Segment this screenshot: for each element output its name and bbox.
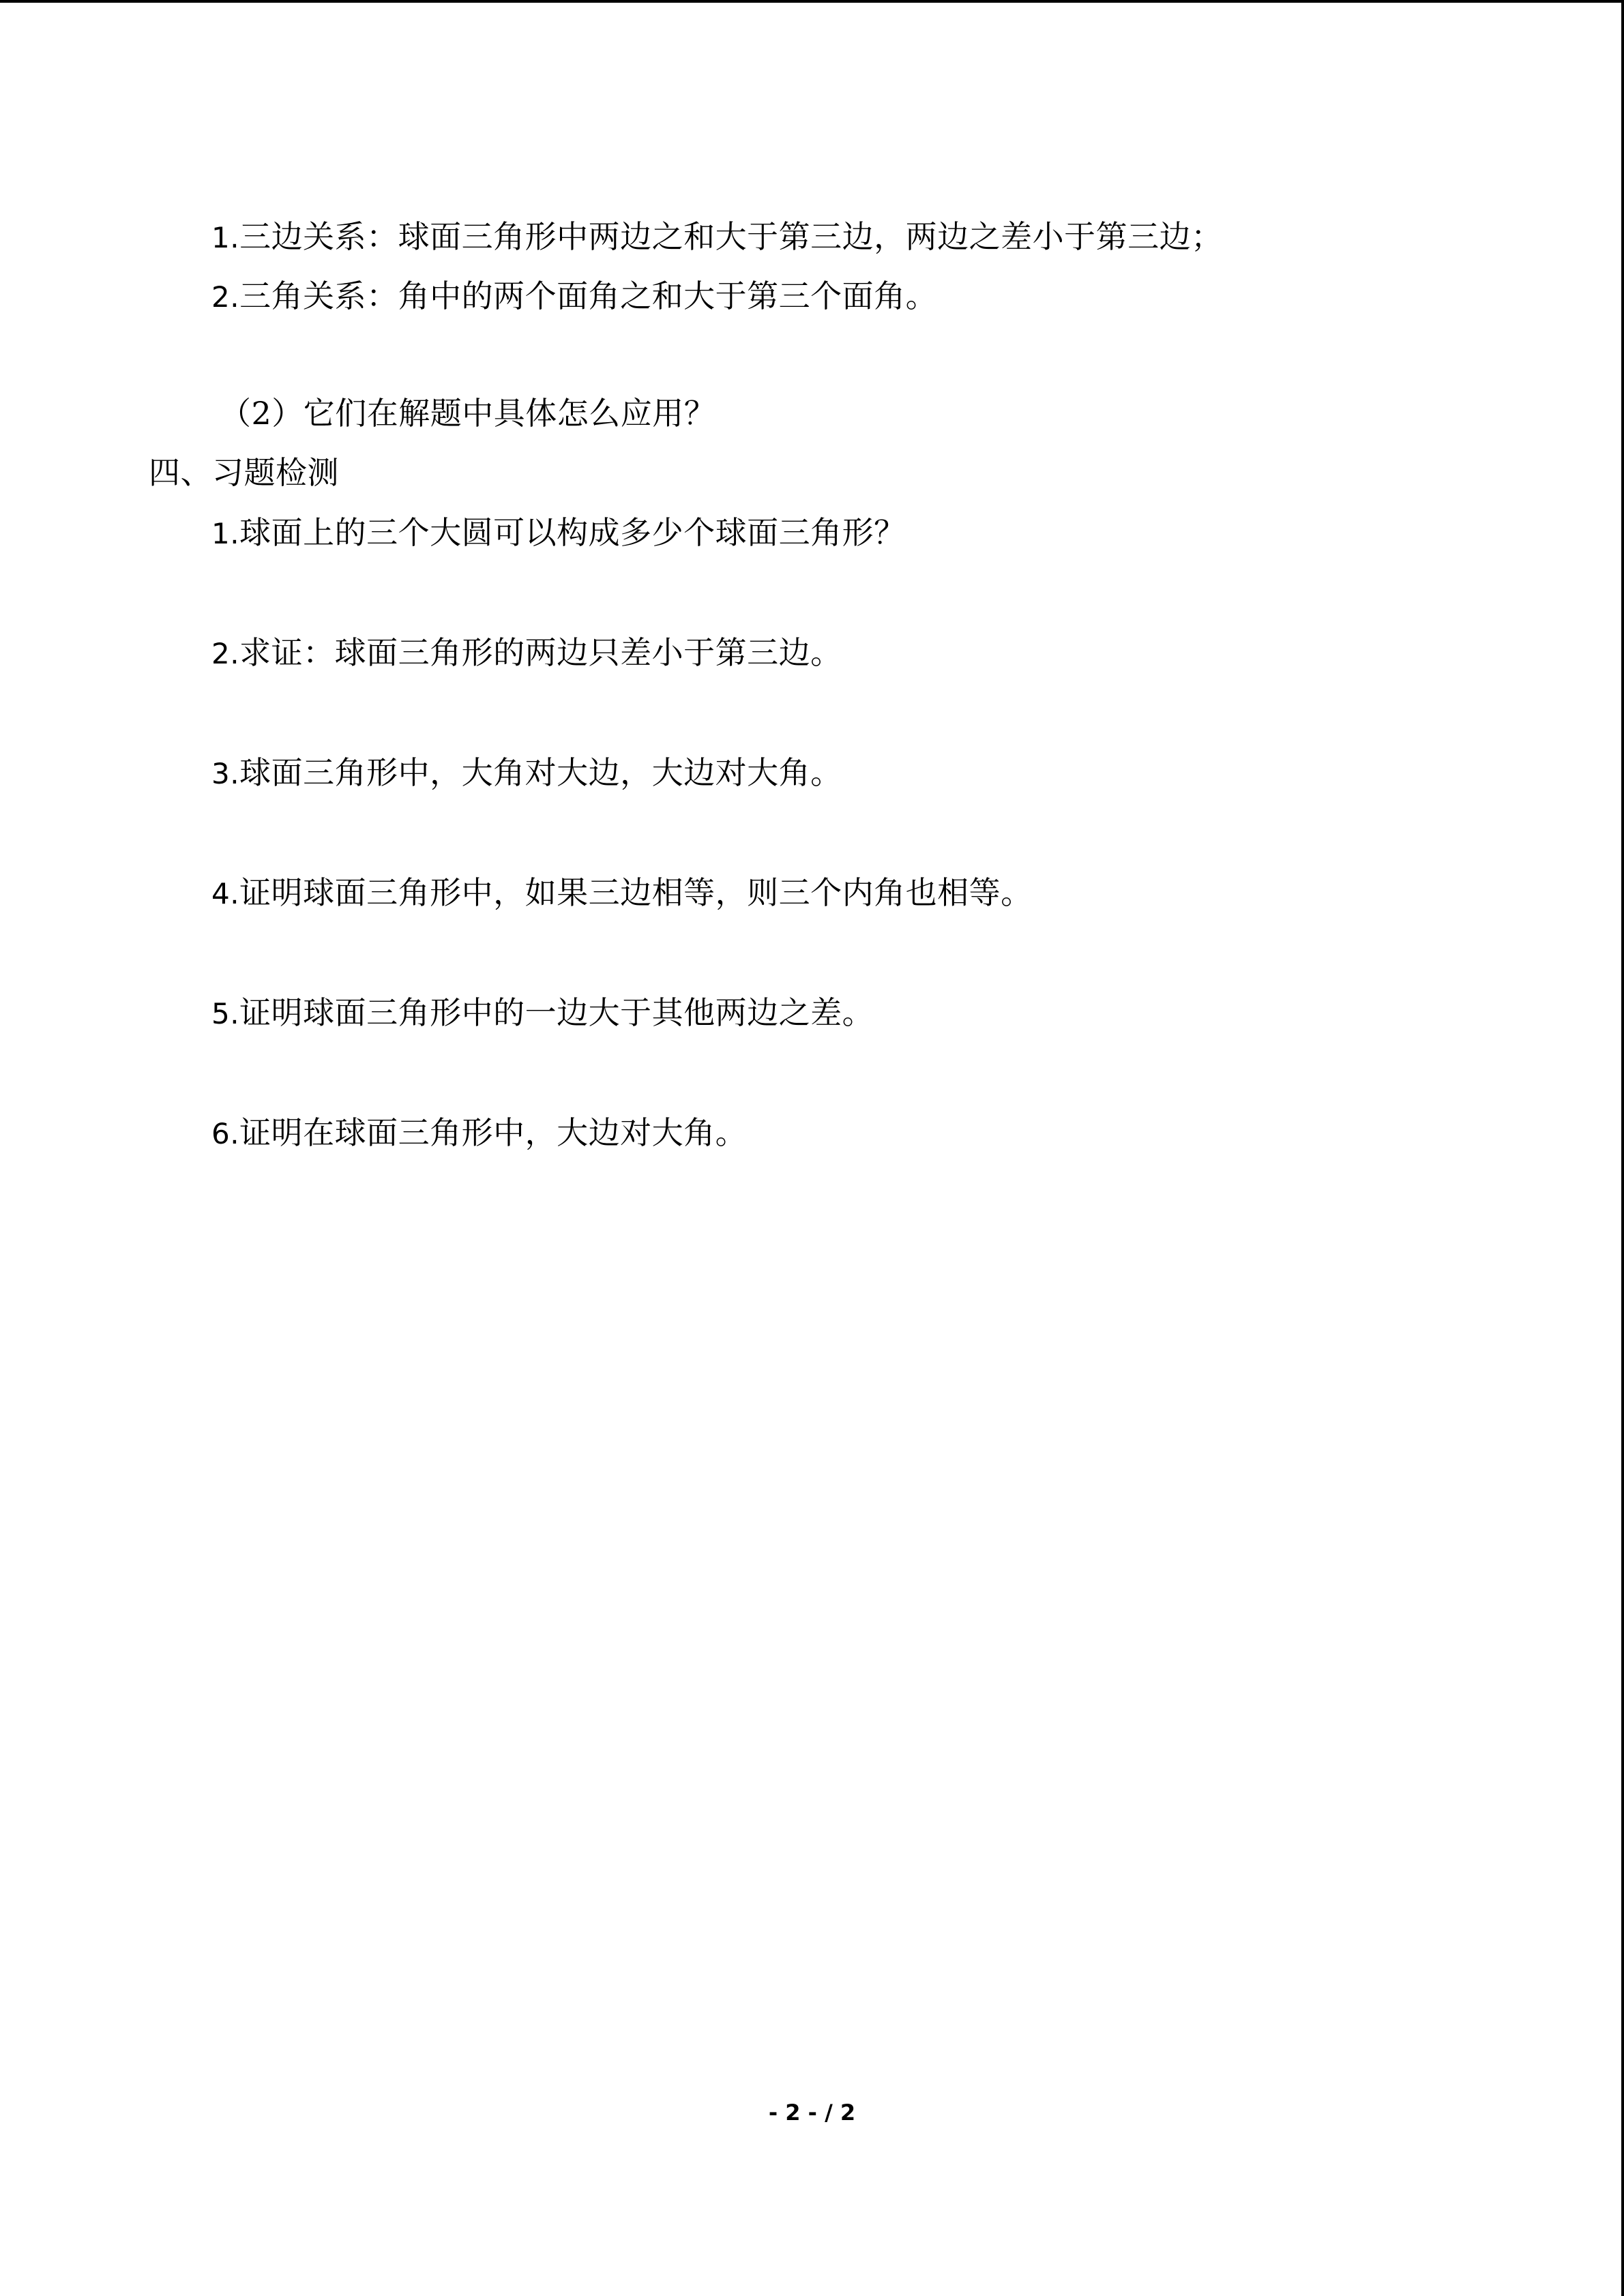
exercise-5: [211, 993, 874, 1034]
summary-item-1-text: 三边关系：球面三角形中两边之和大于第三边，两边之差小于第三边；: [239, 218, 1223, 255]
summary-item-2-number: 2.: [211, 280, 240, 314]
question-2: （2）它们在解题中具体怎么应用？: [220, 395, 716, 432]
section-heading: 四、习题检测: [149, 454, 339, 491]
exercise-1: [211, 513, 906, 554]
exercise-3-number: 3.: [211, 757, 240, 790]
exercise-3: [211, 753, 842, 794]
exercise-4-text: 证明球面三角形中，如果三边相等，则三个内角也相等。: [239, 874, 1033, 911]
exercise-4: [211, 873, 1033, 914]
exercise-2-text: 求证：球面三角形的两边只差小于第三边。: [239, 634, 842, 671]
exercise-6-text: 证明在球面三角形中，大边对大角。: [239, 1114, 748, 1151]
exercise-6-number: 6.: [211, 1117, 240, 1150]
summary-item-2-text: 三角关系：角中的两个面角之和大于第三个面角。: [239, 278, 938, 314]
summary-item-1-number: 1.: [211, 221, 240, 254]
summary-item-1: [211, 217, 1223, 258]
exercise-1-text: 球面上的三个大圆可以构成多少个球面三角形？: [239, 514, 906, 551]
page-top-border: [0, 0, 1624, 3]
exercise-6: [211, 1113, 747, 1154]
exercise-2: [211, 633, 842, 674]
exercise-5-number: 5.: [211, 997, 240, 1030]
exercise-1-number: 1.: [211, 517, 240, 550]
exercise-4-number: 4.: [211, 877, 240, 910]
page-number-footer: - 2 - / 2: [768, 2100, 856, 2126]
page-right-border: [1621, 0, 1624, 2296]
exercise-2-number: 2.: [211, 637, 240, 670]
exercise-3-text: 球面三角形中，大角对大边，大边对大角。: [239, 754, 842, 791]
exercise-5-text: 证明球面三角形中的一边大于其他两边之差。: [239, 994, 874, 1031]
summary-item-2: [211, 276, 937, 317]
